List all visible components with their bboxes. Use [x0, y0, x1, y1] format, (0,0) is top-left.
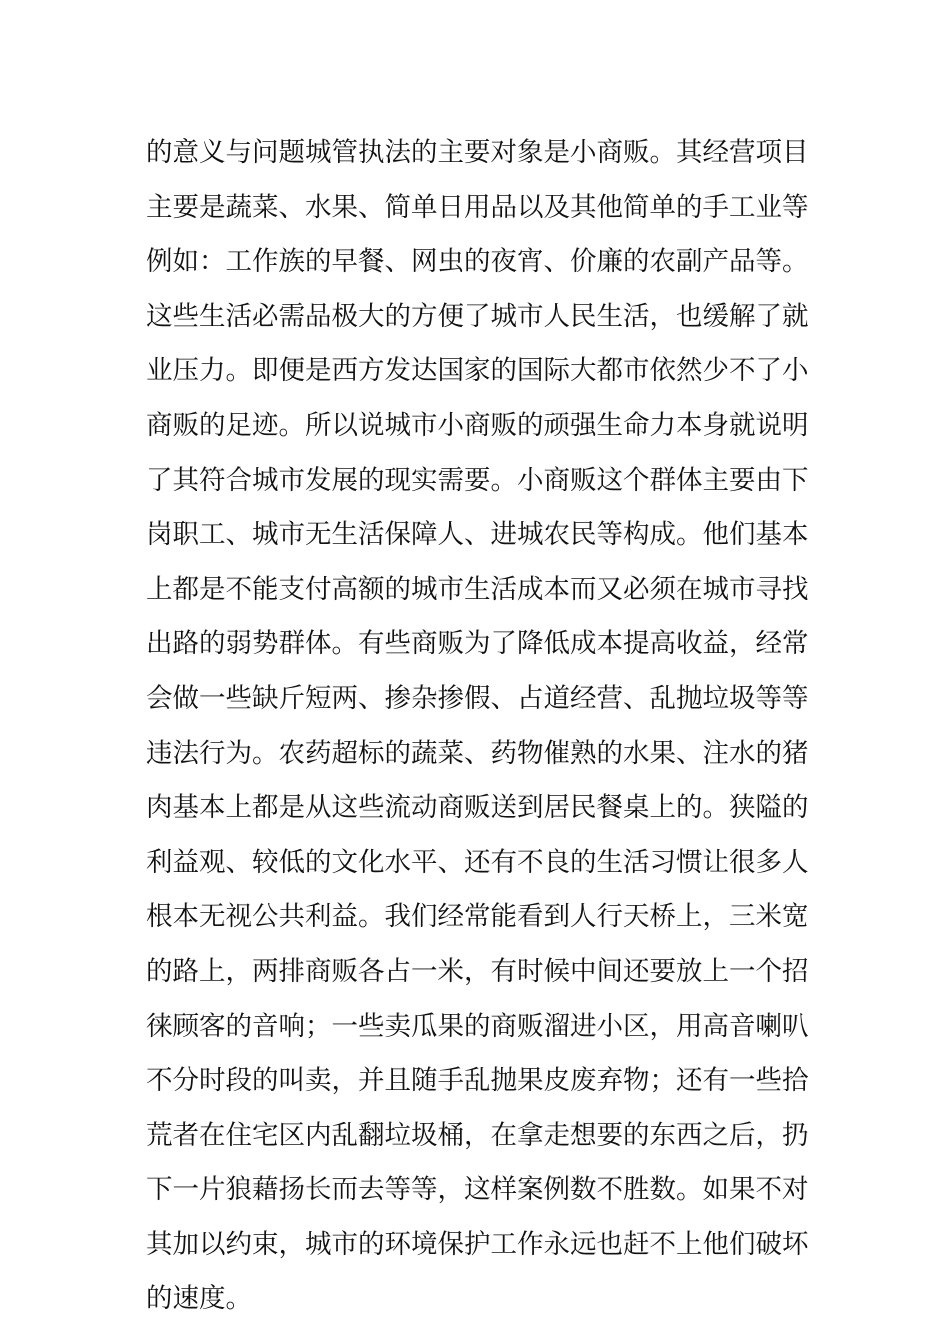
body-paragraph — [146, 126, 816, 1327]
text-line: 业压力。即便是西方发达国家的国际大都市依然少不了小 — [146, 355, 809, 387]
text-line: 的意义与问题城管执法的主要对象是小商贩。其经营项目 — [146, 137, 809, 168]
text-line: 肉基本上都是从这些流动商贩送到居民餐桌上的。狭隘的 — [146, 792, 809, 824]
text-line: 会做一些缺斤短两、掺杂掺假、占道经营、乱抛垃圾等等 — [146, 682, 809, 714]
text-line: 的速度。 — [146, 1283, 252, 1315]
text-line: 这些生活必需品极大的方便了城市人民生活，也缓解了就 — [146, 300, 809, 332]
text-line: 其加以约束，城市的环境保护工作永远也赶不上他们破坏 — [146, 1228, 809, 1260]
text-line: 例如：工作族的早餐、网虫的夜宵、价廉的农副产品等。 — [146, 246, 809, 278]
text-line: 荒者在住宅区内乱翻垃圾桶，在拿走想要的东西之后，扔 — [146, 1119, 809, 1151]
text-line: 不分时段的叫卖，并且随手乱抛果皮废弃物；还有一些拾 — [146, 1065, 809, 1097]
text-line: 上都是不能支付高额的城市生活成本而又必须在城市寻找 — [146, 573, 809, 605]
text-line: 商贩的足迹。所以说城市小商贩的顽强生命力本身就说明 — [146, 409, 809, 441]
text-line: 了其符合城市发展的现实需要。小商贩这个群体主要由下 — [146, 464, 809, 496]
text-line: 根本无视公共利益。我们经常能看到人行天桥上，三米宽 — [146, 901, 809, 933]
text-line: 的路上，两排商贩各占一米，有时候中间还要放上一个招 — [146, 955, 809, 987]
text-line: 违法行为。农药超标的蔬菜、药物催熟的水果、注水的猪 — [146, 737, 809, 769]
text-line: 徕顾客的音响；一些卖瓜果的商贩溜进小区，用高音喇叭 — [146, 1010, 809, 1042]
text-line: 利益观、较低的文化水平、还有不良的生活习惯让很多人 — [146, 846, 809, 878]
text-line: 出路的弱势群体。有些商贩为了降低成本提高收益，经常 — [146, 628, 809, 660]
text-line: 岗职工、城市无生活保障人、进城农民等构成。他们基本 — [146, 519, 809, 551]
text-line: 下一片狼藉扬长而去等等，这样案例数不胜数。如果不对 — [146, 1174, 809, 1206]
text-line: 主要是蔬菜、水果、简单日用品以及其他简单的手工业等 — [146, 191, 809, 223]
